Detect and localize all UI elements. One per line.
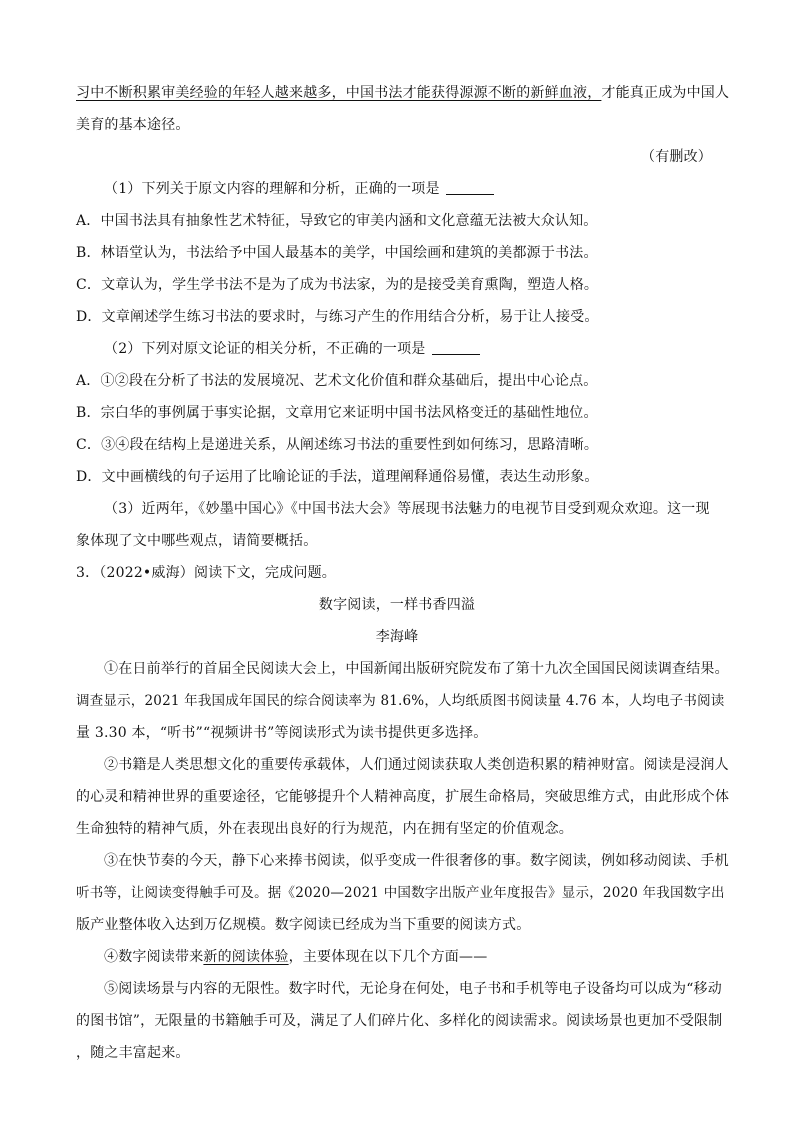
paragraph-3-line-3: 版产业整体收入达到万亿规模。数字阅读已经成为当下重要的阅读方式。: [76, 917, 531, 933]
paragraph-4: ④数字阅读带来新的阅读体验，主要体现在以下几个方面——: [104, 949, 488, 965]
q2-option-c: C．③④段在结构上是递进关系，从阐述练习书法的重要性到如何练习，思路清晰。: [76, 437, 599, 453]
passage-line-2: 美育的基本途径。: [76, 117, 190, 133]
underlined-sentence: 习中不断积累审美经验的年轻人越来越多，中国书法才能获得源源不断的新鲜血液，: [76, 85, 602, 101]
q1-option-c: C．文章认为，学生学书法不是为了成为书法家，为的是接受美育熏陶，塑造人格。: [76, 277, 599, 293]
source-note: （有删改）: [641, 149, 712, 165]
paragraph-5-line-3: ，随之丰富起来。: [76, 1045, 190, 1061]
paragraph-3-line-1: ③在快节奏的今天，静下心来捧书阅读，似乎变成一件很奢侈的事。数字阅读，例如移动阅读、手机: [104, 853, 729, 869]
paragraph-3-line-2: 听书等，让阅读变得触手可及。据《2020—2021 中国数字出版产业年度报告》显示，2020 年我国数字出: [76, 885, 725, 901]
problem-3-header: 3．（2022•威海）阅读下文，完成问题。: [76, 565, 336, 581]
paragraph-1-line-2: 调查显示，2021 年我国成年国民的综合阅读率为 81.6%，人均纸质图书阅读量 4.76 本，人均电子书阅读: [76, 693, 725, 709]
answer-blank: [446, 180, 494, 195]
paragraph-5-line-2: 的图书馆”，无限量的书籍触手可及，满足了人们碎片化、多样化的阅读需求。阅读场景也更加不受限制: [76, 1013, 723, 1029]
paragraph-1-line-3: 量 3.30 本，“听书”“视频讲书”等阅读形式为读书提供更多选择。: [76, 725, 488, 741]
question-3-line-2: 象体现了文中哪些观点，请简要概括。: [76, 533, 318, 549]
paragraph-5-line-1: ⑤阅读场景与内容的无限性。数字时代，无论身在何处，电子书和手机等电子设备均可以成为“移动: [104, 981, 722, 997]
passage-line-1: 习中不断积累审美经验的年轻人越来越多，中国书法才能获得源源不断的新鲜血液，才能真正成为中国人: [76, 85, 730, 101]
q2-option-a: A．①②段在分析了书法的发展境况、艺术文化价值和群众基础后，提出中心论点。: [76, 373, 598, 389]
q1-option-a: A．中国书法具有抽象性艺术特征，导致它的审美内涵和文化意蕴无法被大众认知。: [76, 213, 598, 229]
question-2-stem: （2）下列对原文论证的相关分析，不正确的一项是: [104, 339, 480, 359]
underlined-phrase: 新的阅读体验: [203, 949, 289, 965]
answer-blank: [432, 340, 480, 355]
paragraph-2-line-3: 生命独特的精神气质，外在表现出良好的行为规范，内在拥有坚定的价值观念。: [76, 821, 573, 837]
paragraph-2-line-2: 的心灵和精神世界的重要途径，它能够提升个人精神高度，扩展生命格局，突破思维方式，由此形成个体: [76, 789, 730, 805]
q1-option-d: D．文章阐述学生练习书法的要求时，与练习产生的作用结合分析，易于让人接受。: [76, 309, 599, 325]
paragraph-2-line-1: ②书籍是人类思想文化的重要传承载体，人们通过阅读获取人类创造积累的精神财富。阅读是浸润人: [104, 757, 729, 773]
question-3-line-1: （3）近两年，《妙墨中国心》《中国书法大会》等展现书法魅力的电视节目受到观众欢迎。这一现: [104, 501, 710, 517]
article-title: 数字阅读，一样书香四溢: [318, 597, 476, 613]
q1-option-b: B．林语堂认为，书法给予中国人最基本的美学，中国绘画和建筑的美都源于书法。: [76, 245, 598, 261]
question-1-stem: （1）下列关于原文内容的理解和分析，正确的一项是: [104, 179, 494, 199]
q2-option-b: B．宗白华的事例属于事实论据，文章用它来证明中国书法风格变迁的基础性地位。: [76, 405, 598, 421]
q2-option-d: D．文中画横线的句子运用了比喻论证的手法，道理阐释通俗易懂，表达生动形象。: [76, 469, 599, 485]
paragraph-1-line-1: ①在日前举行的首届全民阅读大会上，中国新闻出版研究院发布了第十九次全国国民阅读调查结果。: [104, 661, 729, 677]
article-author: 李海峰: [375, 629, 419, 645]
